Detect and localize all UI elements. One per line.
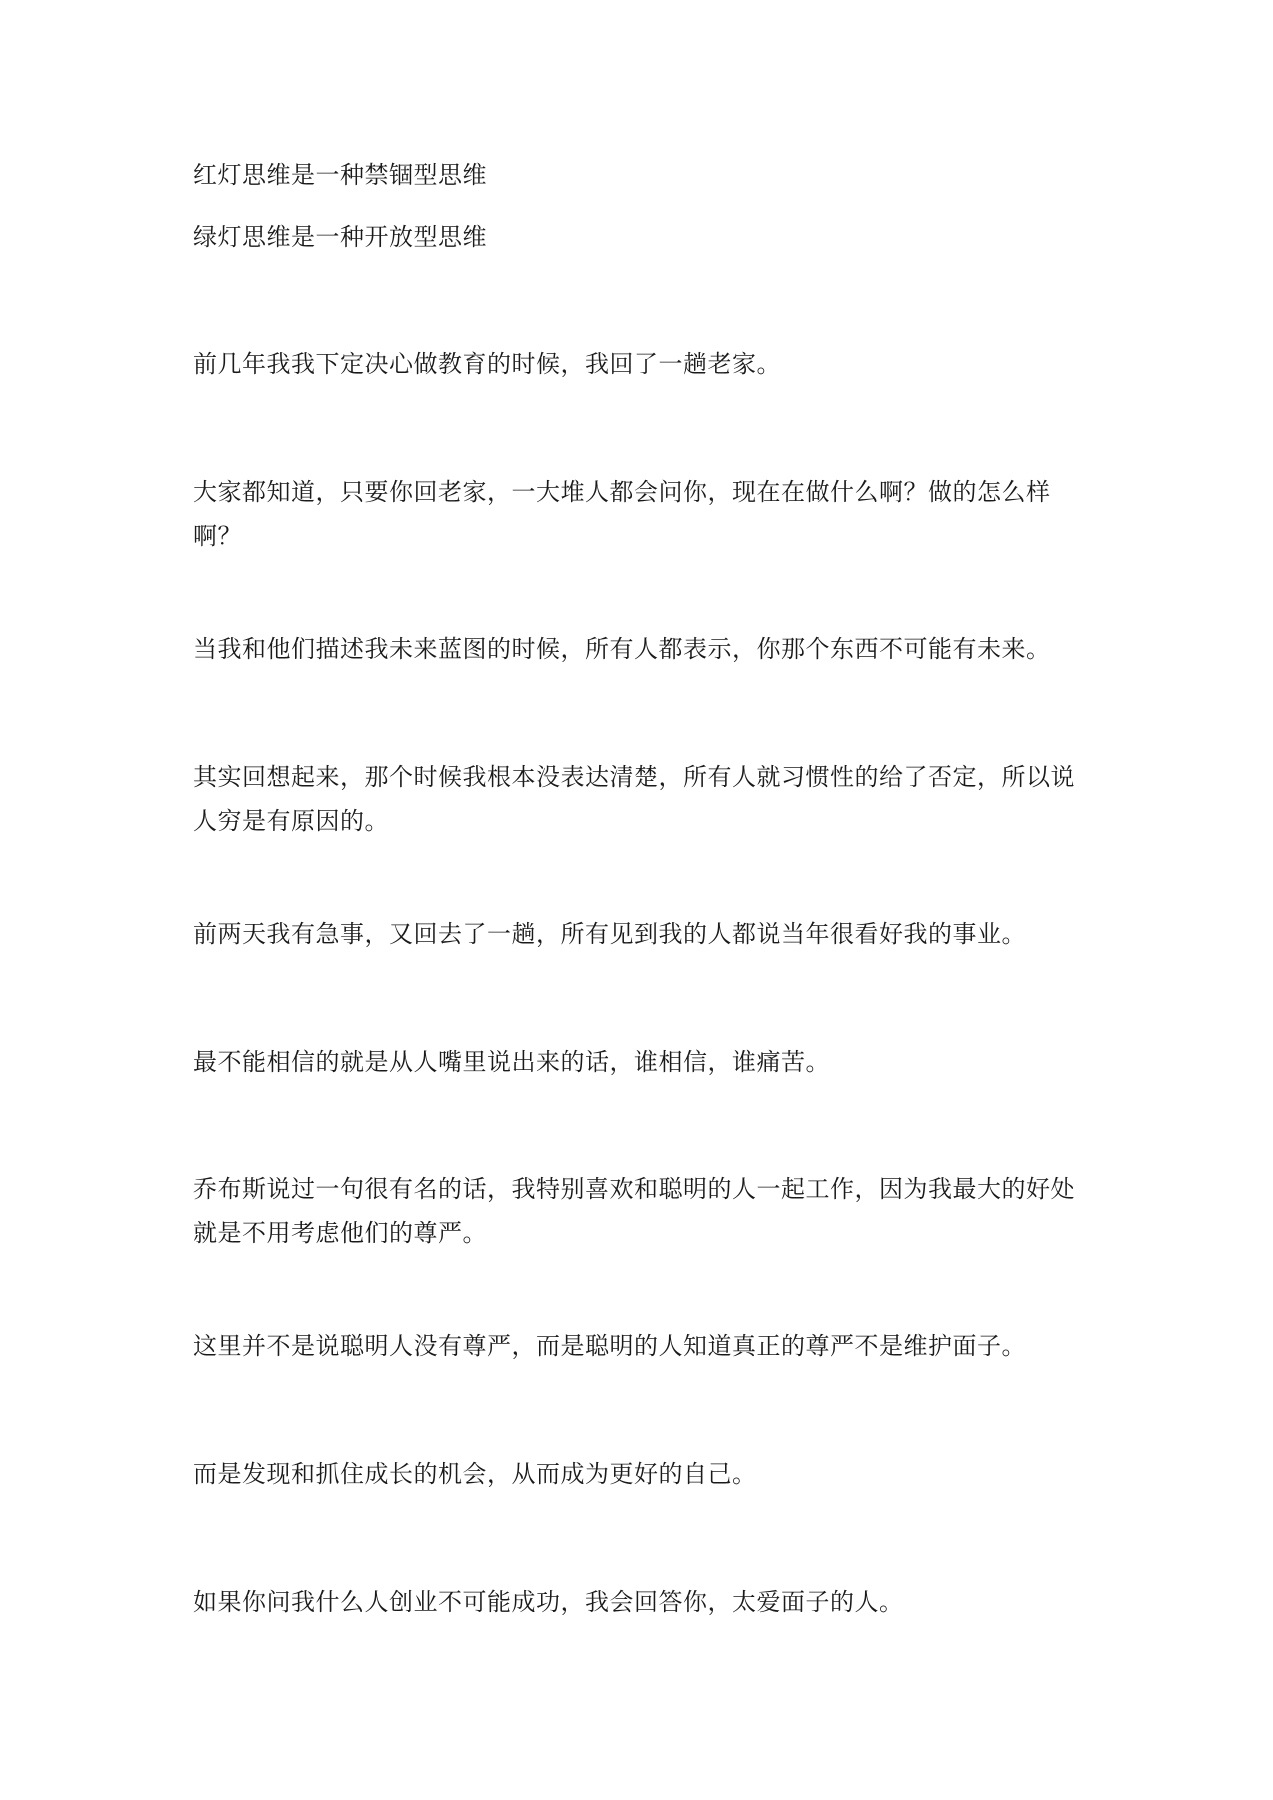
paragraph-face: 如果你问我什么人创业不可能成功，我会回答你，太爱面子的人。 <box>193 1588 904 1616</box>
paragraph-everyone-asks: 大家都知道，只要你回老家，一大堆人都会问你，现在在做什么啊？做的怎么样啊？ <box>193 478 1051 550</box>
paragraph-green-light: 绿灯思维是一种开放型思维 <box>193 223 487 251</box>
paragraph-dont-trust-words: 最不能相信的就是从人嘴里说出来的话，谁相信，谁痛苦。 <box>193 1048 830 1076</box>
paragraph-growth: 而是发现和抓住成长的机会，从而成为更好的自己。 <box>193 1460 757 1488</box>
paragraph-went-back-again: 前两天我有急事，又回去了一趟，所有见到我的人都说当年很看好我的事业。 <box>193 920 1026 948</box>
paragraph-jobs-quote: 乔布斯说过一句很有名的话，我特别喜欢和聪明的人一起工作，因为我最大的好处就是不用考虑他们的尊严。 <box>193 1175 1075 1247</box>
paragraph-looking-back: 其实回想起来，那个时候我根本没表达清楚，所有人就习惯性的给了否定，所以说人穷是有原因的。 <box>193 763 1075 835</box>
paragraph-dignity: 这里并不是说聪明人没有尊严，而是聪明的人知道真正的尊严不是维护面子。 <box>193 1332 1026 1360</box>
paragraph-blueprint: 当我和他们描述我未来蓝图的时候，所有人都表示，你那个东西不可能有未来。 <box>193 635 1051 663</box>
paragraph-red-light: 红灯思维是一种禁锢型思维 <box>193 161 487 189</box>
paragraph-returned-home: 前几年我我下定决心做教育的时候，我回了一趟老家。 <box>193 350 781 378</box>
